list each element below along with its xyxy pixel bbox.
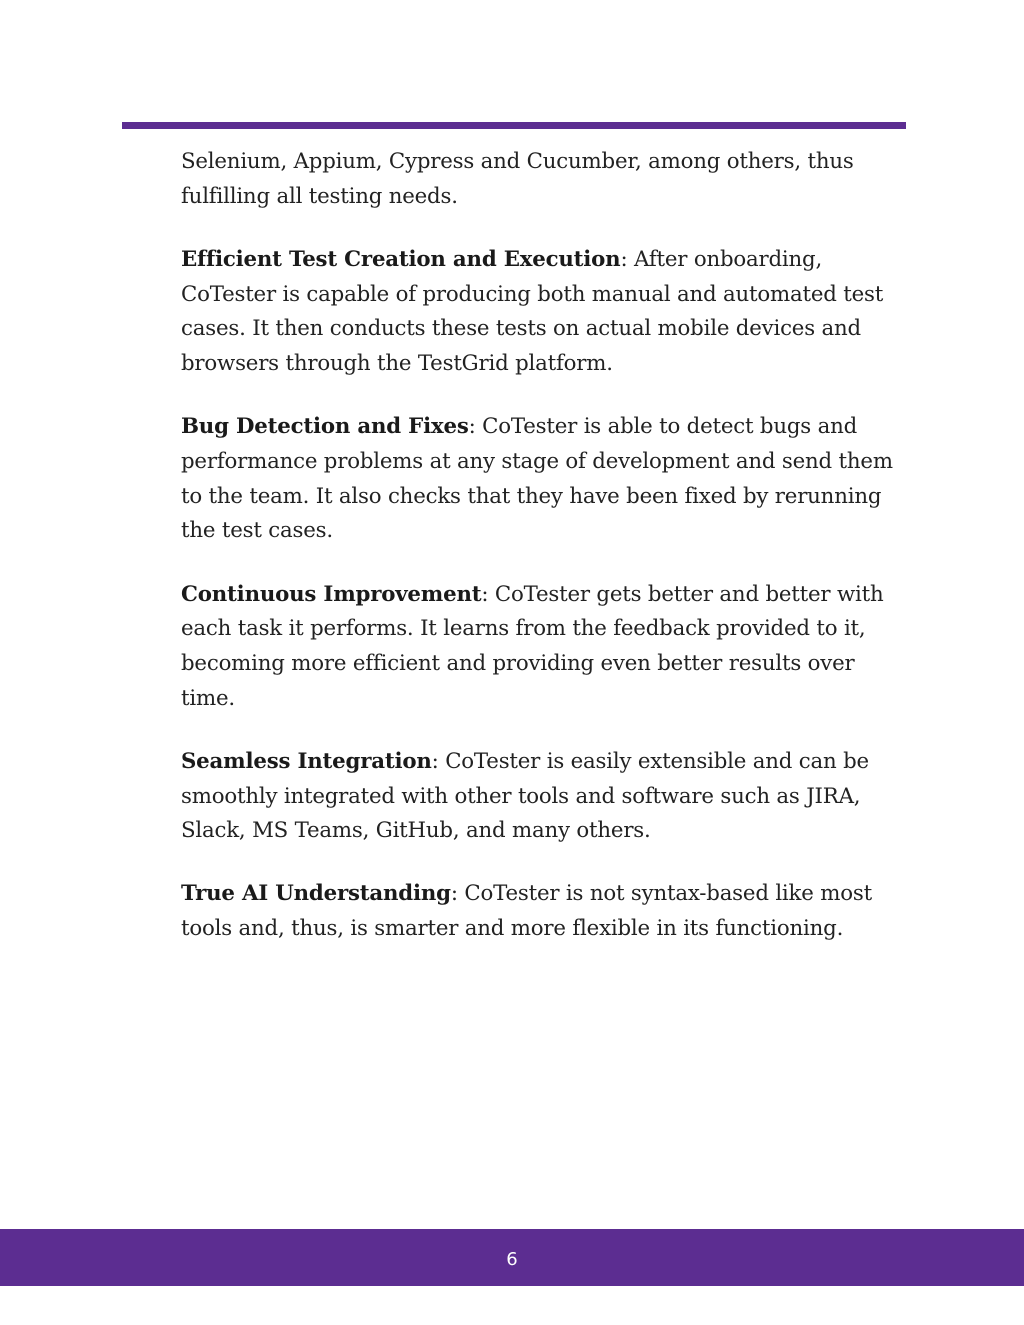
section-bug-detection: [181, 410, 911, 549]
section-continuous-improvement: [181, 578, 911, 717]
section-seamless-integration: [181, 745, 911, 849]
section-efficient-test-creation: [181, 243, 911, 382]
footer-bar: [0, 1229, 1024, 1286]
section-body: : After onboarding, CoTester is capable of producing both manual and automated test cases. It then conducts these tests on actual mobile devices and browsers through the TestGrid platform.: [181, 246, 884, 377]
section-body: : CoTester is easily extensible and can be smoothly integrated with other tools and software such as JIRA, Slack, MS Teams, GitHub, and many others.: [181, 748, 869, 844]
section-body: : CoTester is able to detect bugs and performance problems at any stage of development and send them to the team. It also checks that they have been fixed by rerunning the test cases.: [181, 414, 893, 544]
page-number: 6: [506, 1249, 518, 1270]
document-body: [181, 145, 911, 975]
section-heading: Seamless Integration: [181, 748, 432, 774]
section-heading: Continuous Improvement: [181, 581, 482, 607]
section-heading: Bug Detection and Fixes: [181, 414, 469, 440]
intro-paragraph: Selenium, Appium, Cypress and Cucumber, among others, thus fulfilling all testing needs.: [181, 149, 854, 209]
section-heading: True AI Understanding: [181, 881, 451, 907]
section-heading: Efficient Test Creation and Execution: [181, 246, 621, 272]
section-body: : CoTester gets better and better with each task it performs. It learns from the feedback provided to it, becoming more efficient and providing even better results over time.: [181, 581, 884, 711]
header-divider: [122, 122, 906, 129]
section-body: : CoTester is not syntax-based like most tools and, thus, is smarter and more flexible in its functioning.: [181, 881, 872, 942]
section-true-ai-understanding: [181, 877, 911, 946]
